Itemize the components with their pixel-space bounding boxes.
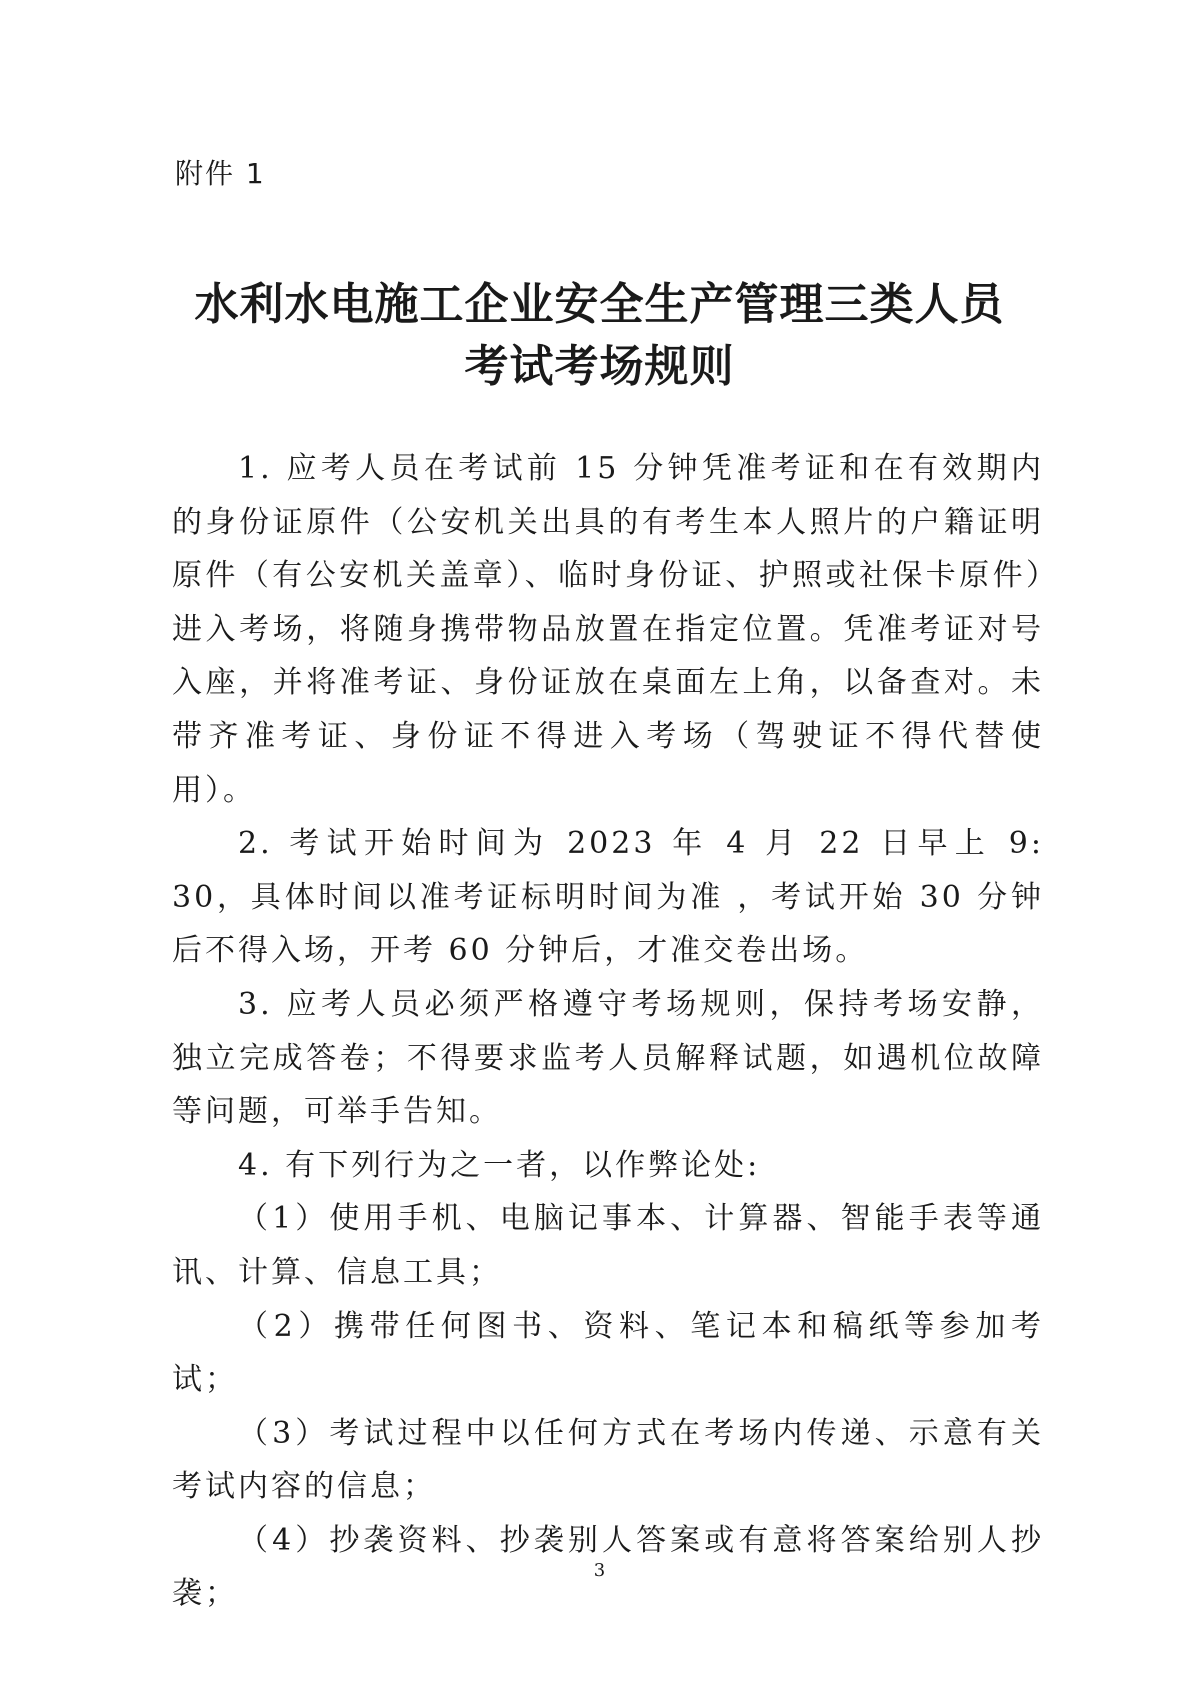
page-number: 3 <box>593 1560 606 1581</box>
document-body <box>172 442 1044 1621</box>
rule-paragraph-4: 4. 有下列行为之一者，以作弊论处: <box>238 1147 761 1183</box>
cheating-item-4: （4）抄袭资料、抄袭别人答案或有意将答案给别人抄袭； <box>172 1522 1044 1612</box>
rule-paragraph-3: 3. 应考人员必须严格遵守考场规则，保持考场安静，独立完成答卷；不得要求监考人员解释试题，如遇机位故障等问题，可举手告知。 <box>172 986 1044 1130</box>
document-title-line-1: 水利水电施工企业安全生产管理三类人员 <box>194 279 1005 330</box>
document-title-line-2: 考试考场规则 <box>464 341 735 392</box>
rule-paragraph-2: 2. 考试开始时间为 2023 年 4 月 22 日早上 9: 30，具体时间以准考证标明时间为准 ，考试开始 30 分钟后不得入场，开考 60 分钟后，才准交卷出场。 <box>172 826 1044 969</box>
cheating-item-2: （2）携带任何图书、资料、笔记本和稿纸等参加考试； <box>172 1308 1044 1398</box>
rule-paragraph-1: 1. 应考人员在考试前 15 分钟凭准考证和在有效期内的身份证原件（公安机关出具的有考生本人照片的户籍证明原件（有公安机关盖章）、临时身份证、护照或社保卡原件）进入考场，将随身携带物品放置在指定位置。凭准考证对号入座，并将准考证、身份证放在桌面左上角，以备查对。未带齐准考证、身份证不得进入考场（驾驶证不得代替使用）。 <box>172 451 1044 808</box>
cheating-item-3: （3）考试过程中以任何方式在考场内传递、示意有关考试内容的信息； <box>172 1415 1044 1505</box>
cheating-item-1: （1）使用手机、电脑记事本、计算器、智能手表等通讯、计算、信息工具； <box>172 1201 1044 1290</box>
attachment-label: 附件 1 <box>175 157 266 190</box>
